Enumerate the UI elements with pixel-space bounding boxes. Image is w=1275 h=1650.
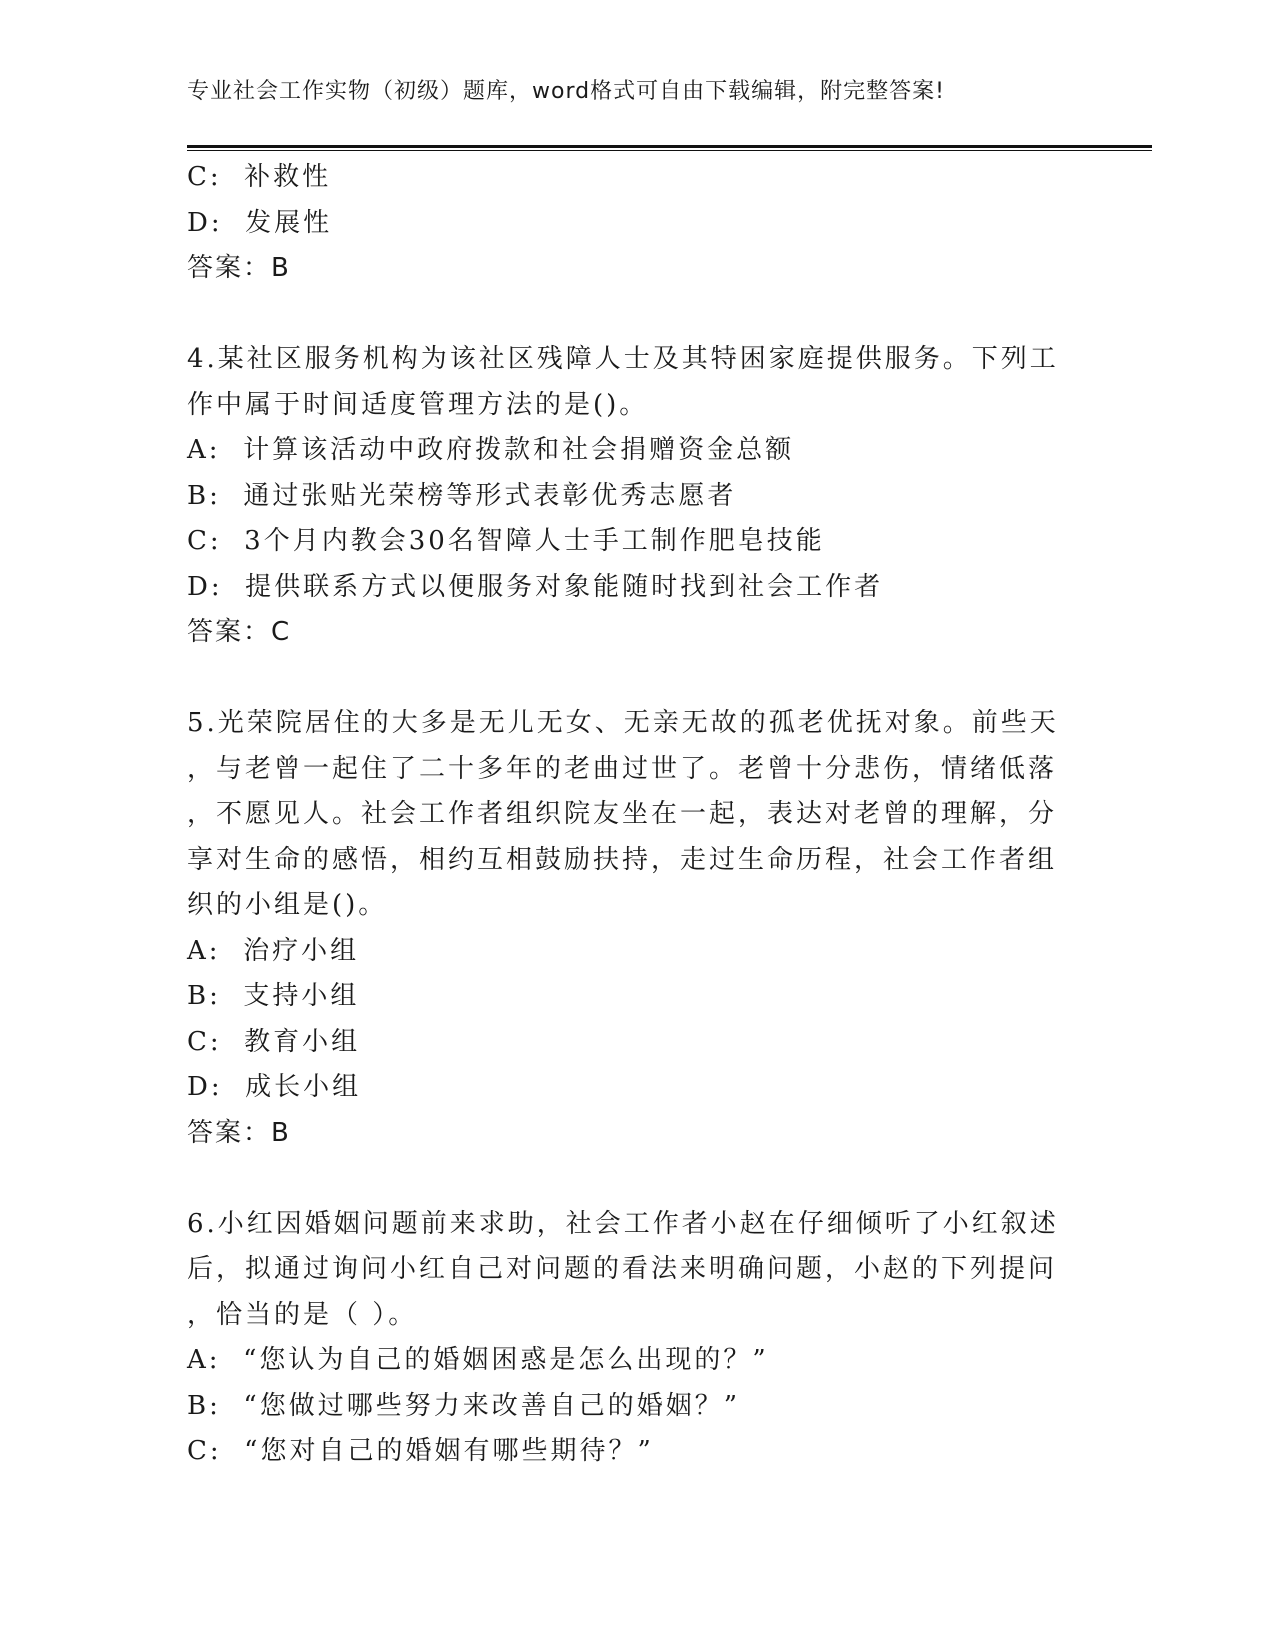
option-b: B: “您做过哪些努力来改善自己的婚姻？” (187, 1390, 740, 1421)
question-stem-line: 4.某社区服务机构为该社区残障人士及其特困家庭提供服务。下列工 (187, 344, 1059, 374)
question-stem-line: ，不愿见人。社会工作者组织院友坐在一起，表达对老曾的理解，分 (187, 799, 1058, 829)
option-b: B: 通过张贴光荣榜等形式表彰优秀志愿者 (187, 480, 737, 511)
option-c: C: “您对自己的婚姻有哪些期待？” (187, 1436, 654, 1466)
option-d: D: 提供联系方式以便服务对象能随时找到社会工作者 (187, 571, 884, 602)
question-stem-line: 6.小红因婚姻问题前来求助，社会工作者小赵在仔细倾听了小红叙述 (187, 1208, 1059, 1239)
question-stem-line: 5.光荣院居住的大多是无儿无女、无亲无故的孤老优抚对象。前些天 (187, 708, 1059, 738)
option-a: A: “您认为自己的婚姻困惑是怎么出现的？” (187, 1345, 769, 1375)
option-d: D: 成长小组 (187, 1072, 362, 1102)
question-stem-line: ，恰当的是（ ）。 (187, 1299, 418, 1330)
answer: 答案：B (187, 1117, 291, 1148)
page-header: 专业社会工作实物（初级）题库，word格式可自由下载编辑，附完整答案! (187, 79, 945, 104)
option-a: A: 计算该活动中政府拨款和社会捐赠资金总额 (187, 435, 795, 465)
option-c: C: 补救性 (187, 162, 332, 192)
option-c: C: 3个月内教会30名智障人士手工制作肥皂技能 (187, 526, 825, 556)
question-stem-line: 享对生命的感悟，相约互相鼓励扶持，走过生命历程，社会工作者组 (187, 844, 1058, 875)
option-d: D: 发展性 (187, 207, 333, 238)
answer: 答案：B (187, 253, 291, 283)
answer: 答案：C (187, 617, 292, 647)
question-stem-line: ，与老曾一起住了二十多年的老曲过世了。老曾十分悲伤，情绪低落 (187, 753, 1058, 784)
option-b: B: 支持小组 (187, 981, 360, 1011)
option-c: C: 教育小组 (187, 1026, 361, 1057)
question-stem-line: 织的小组是()。 (187, 890, 388, 920)
question-stem-line: 后，拟通过询问小红自己对问题的看法来明确问题，小赵的下列提问 (187, 1254, 1058, 1284)
header-rule-thick (187, 145, 1152, 148)
header-rule-thin (187, 150, 1152, 151)
option-a: A: 治疗小组 (187, 935, 360, 966)
document-body (187, 155, 1067, 1475)
question-stem-line: 作中属于时间适度管理方法的是()。 (187, 389, 649, 420)
